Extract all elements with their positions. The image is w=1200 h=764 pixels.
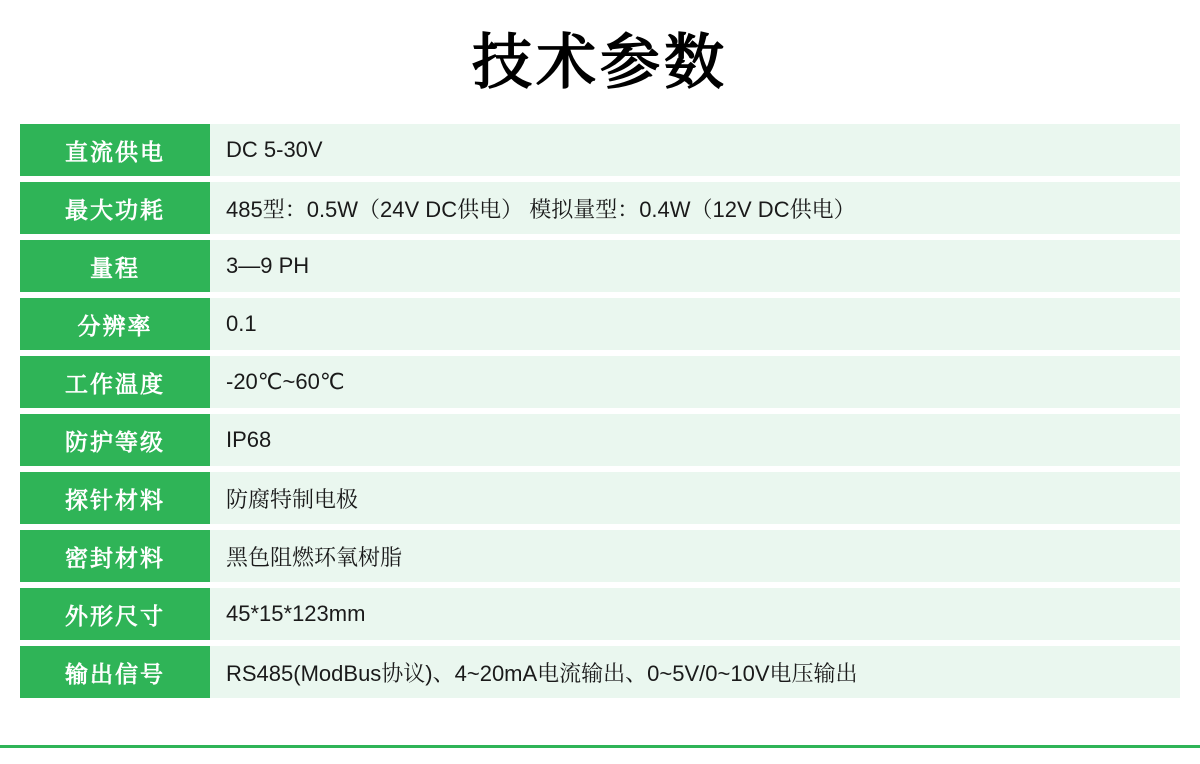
table-row (20, 124, 1180, 176)
table-row (20, 298, 1180, 350)
spec-label: 防护等级 (20, 414, 210, 466)
spec-value: 485型：0.5W（24V DC供电） 模拟量型：0.4W（12V DC供电） (210, 182, 1180, 234)
table-row (20, 530, 1180, 582)
bottom-divider (0, 745, 1200, 748)
table-row (20, 414, 1180, 466)
spec-label: 输出信号 (20, 646, 210, 698)
page-title: 技术参数 (472, 29, 728, 96)
spec-label: 探针材料 (20, 472, 210, 524)
spec-value: -20℃~60℃ (210, 356, 1180, 408)
spec-label: 外形尺寸 (20, 588, 210, 640)
table-row (20, 646, 1180, 698)
spec-value: 黑色阻燃环氧树脂 (210, 530, 1180, 582)
table-row (20, 240, 1180, 292)
spec-value: 3—9 PH (210, 240, 1180, 292)
table-row (20, 588, 1180, 640)
spec-label: 直流供电 (20, 124, 210, 176)
table-row (20, 356, 1180, 408)
spec-label: 分辨率 (20, 298, 210, 350)
spec-label: 工作温度 (20, 356, 210, 408)
spec-value: RS485(ModBus协议)、4~20mA电流输出、0~5V/0~10V电压输出 (210, 646, 1180, 698)
spec-value: 防腐特制电极 (210, 472, 1180, 524)
spec-label: 量程 (20, 240, 210, 292)
spec-value: 0.1 (210, 298, 1180, 350)
table-body (20, 124, 1180, 698)
spec-value: 45*15*123mm (210, 588, 1180, 640)
spec-value: DC 5-30V (210, 124, 1180, 176)
specifications-table (20, 118, 1180, 704)
spec-label: 密封材料 (20, 530, 210, 582)
spec-value: IP68 (210, 414, 1180, 466)
table-row (20, 182, 1180, 234)
table-row (20, 472, 1180, 524)
spec-label: 最大功耗 (20, 182, 210, 234)
